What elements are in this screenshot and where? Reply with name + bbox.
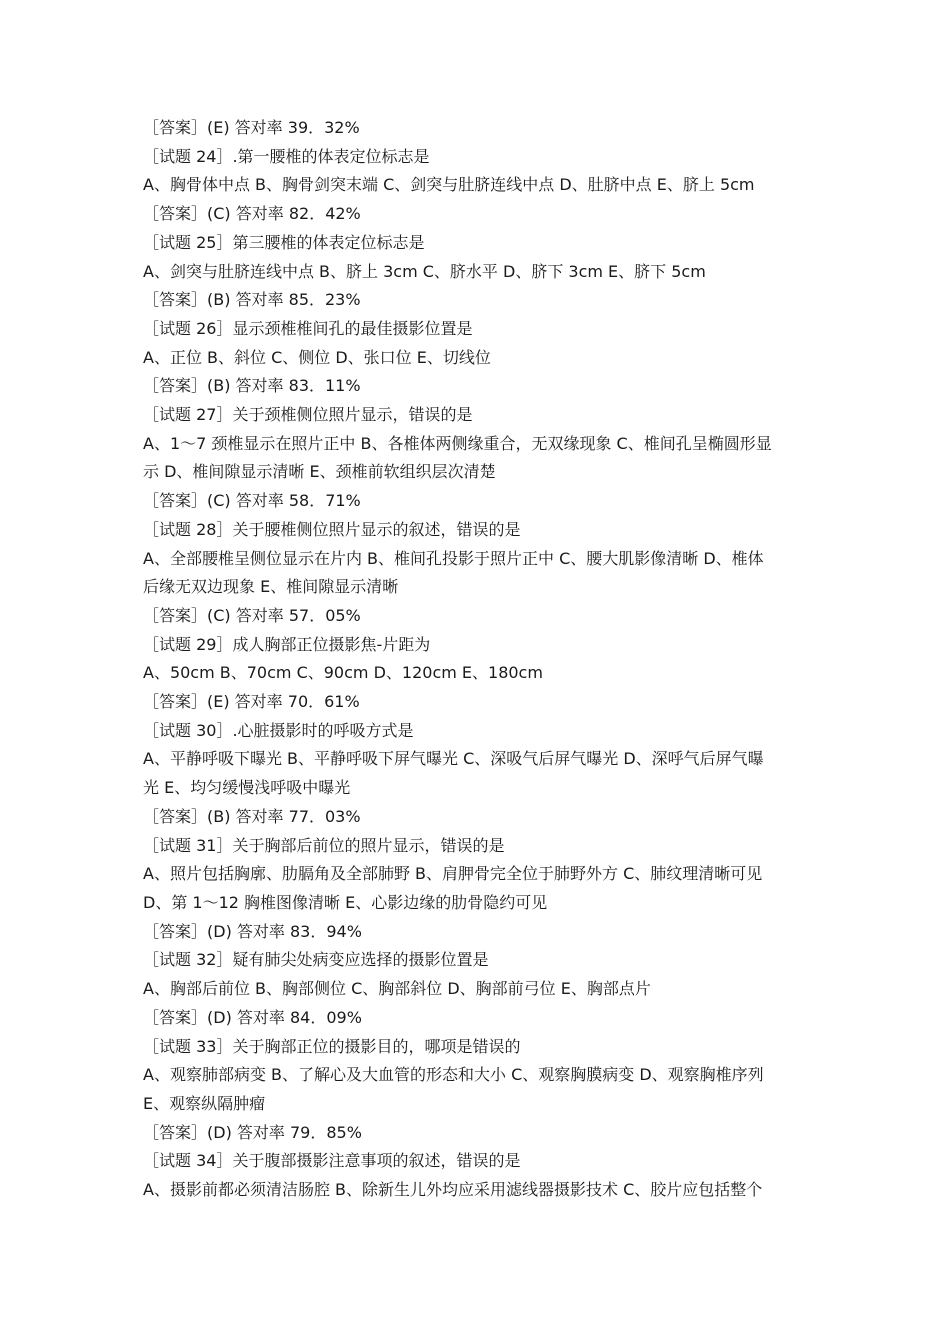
options-line: A、剑突与肚脐连线中点 B、脐上 3cm C、脐水平 D、脐下 3cm E、脐下 5cm	[143, 261, 706, 281]
answer-line: ［答案］(C) 答对率 82．42%	[143, 204, 361, 224]
options-line: 示 D、椎间隙显示清晰 E、颈椎前软组织层次清楚	[143, 462, 496, 482]
question-line: ［试题 27］关于颈椎侧位照片显示，错误的是	[143, 405, 473, 425]
question-line: ［试题 26］显示颈椎椎间孔的最佳摄影位置是	[143, 318, 473, 338]
answer-line: ［答案］(B) 答对率 85．23%	[143, 290, 361, 310]
options-line: A、观察肺部病变 B、了解心及大血管的形态和大小 C、观察胸膜病变 D、观察胸椎序列	[143, 1065, 764, 1085]
options-line: A、正位 B、斜位 C、侧位 D、张口位 E、切线位	[143, 347, 491, 367]
question-line: ［试题 32］疑有肺尖处病变应选择的摄影位置是	[143, 950, 489, 970]
answer-line: ［答案］(D) 答对率 83．94%	[143, 921, 362, 941]
options-line: A、摄影前都必须清洁肠腔 B、除新生儿外均应采用滤线器摄影技术 C、胶片应包括整个	[143, 1180, 763, 1200]
question-line: ［试题 24］.第一腰椎的体表定位标志是	[143, 146, 430, 166]
options-line: A、胸部后前位 B、胸部侧位 C、胸部斜位 D、胸部前弓位 E、胸部点片	[143, 979, 651, 999]
options-line: A、胸骨体中点 B、胸骨剑突末端 C、剑突与肚脐连线中点 D、肚脐中点 E、脐上 5cm	[143, 175, 755, 195]
options-line: E、观察纵隔肿瘤	[143, 1093, 266, 1113]
question-line: ［试题 28］关于腰椎侧位照片显示的叙述，错误的是	[143, 519, 521, 539]
options-line: A、照片包括胸廓、肋膈角及全部肺野 B、肩胛骨完全位于肺野外方 C、肺纹理清晰可见	[143, 864, 763, 884]
options-line: A、全部腰椎呈侧位显示在片内 B、椎间孔投影于照片正中 C、腰大肌影像清晰 D、椎体	[143, 548, 764, 568]
question-line: ［试题 34］关于腹部摄影注意事项的叙述，错误的是	[143, 1151, 521, 1171]
answer-line: ［答案］(D) 答对率 79．85%	[143, 1122, 362, 1142]
options-line: A、50cm B、70cm C、90cm D、120cm E、180cm	[143, 663, 543, 683]
document-body	[143, 114, 813, 1205]
answer-line: ［答案］(B) 答对率 83．11%	[143, 376, 361, 396]
question-line: ［试题 29］成人胸部正位摄影焦-片距为	[143, 634, 431, 654]
options-line: 光 E、均匀缓慢浅呼吸中曝光	[143, 778, 351, 798]
answer-line: ［答案］(D) 答对率 84．09%	[143, 1007, 362, 1027]
answer-line: ［答案］(E) 答对率 70．61%	[143, 692, 360, 712]
answer-line: ［答案］(E) 答对率 39．32%	[143, 118, 360, 137]
options-line: A、平静呼吸下曝光 B、平静呼吸下屏气曝光 C、深吸气后屏气曝光 D、深呼气后屏气曝	[143, 749, 764, 769]
options-line: 后缘无双边现象 E、椎间隙显示清晰	[143, 577, 399, 597]
question-line: ［试题 30］.心脏摄影时的呼吸方式是	[143, 720, 414, 740]
options-line: A、1～7 颈椎显示在照片正中 B、各椎体两侧缘重合，无双缘现象 C、椎间孔呈椭圆形显	[143, 433, 772, 453]
answer-line: ［答案］(C) 答对率 57．05%	[143, 605, 361, 625]
options-line: D、第 1～12 胸椎图像清晰 E、心影边缘的肋骨隐约可见	[143, 892, 548, 912]
question-line: ［试题 25］第三腰椎的体表定位标志是	[143, 232, 425, 252]
answer-line: ［答案］(B) 答对率 77．03%	[143, 806, 361, 826]
question-line: ［试题 31］关于胸部后前位的照片显示，错误的是	[143, 835, 505, 855]
question-line: ［试题 33］关于胸部正位的摄影目的，哪项是错误的	[143, 1036, 521, 1056]
answer-line: ［答案］(C) 答对率 58．71%	[143, 491, 361, 511]
